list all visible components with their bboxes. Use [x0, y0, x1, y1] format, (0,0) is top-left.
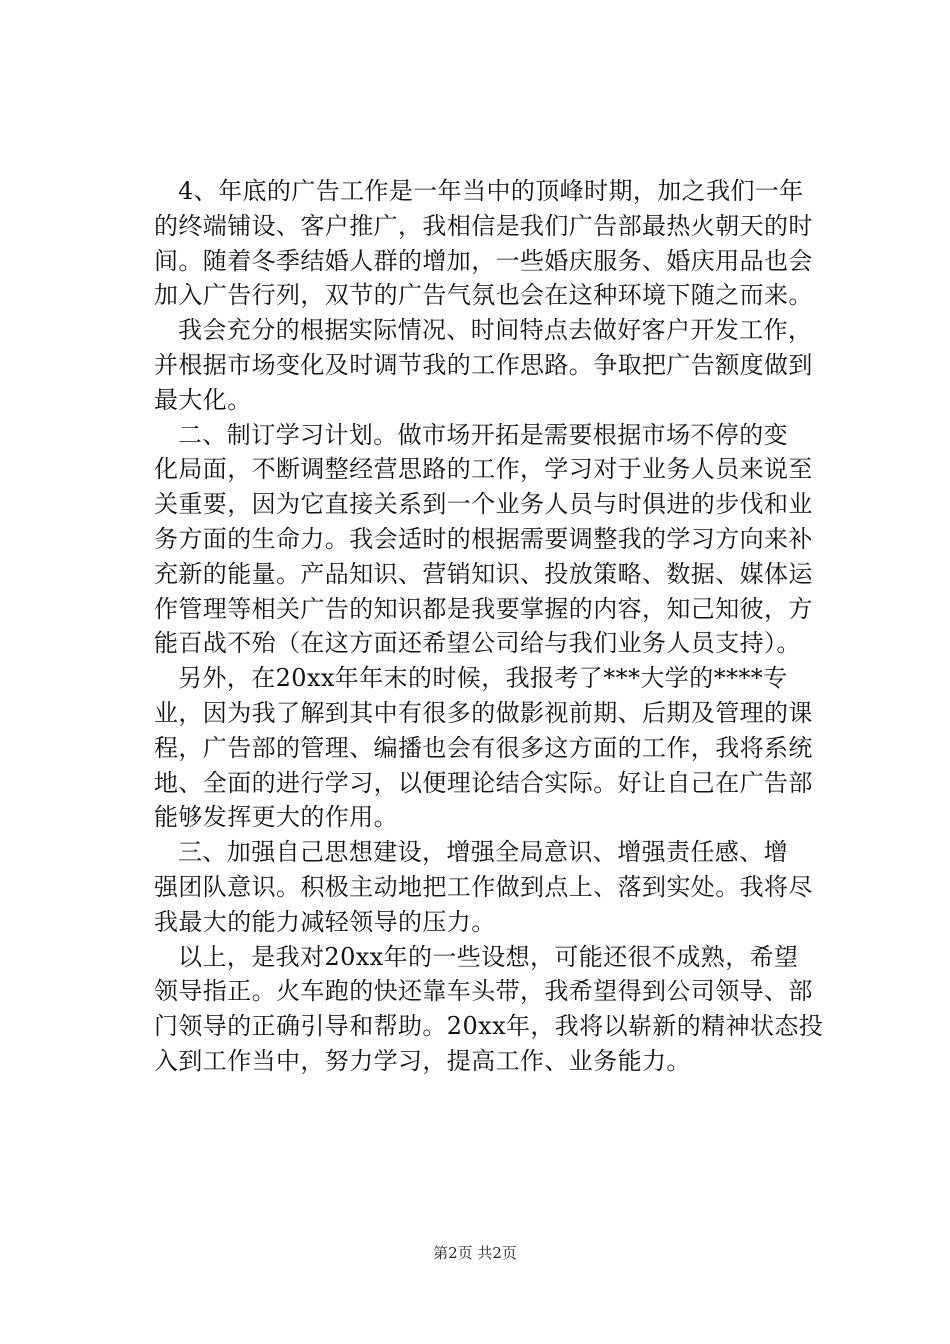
text-line: 程，广告部的管理、编播也会有很多这方面的工作，我将系统 — [154, 733, 813, 762]
text-line: 我会充分的根据实际情况、时间特点去做好客户开发工作， — [178, 316, 813, 345]
text-line: 门领导的正确引导和帮助。20xx年，我将以崭新的精神状态投 — [154, 1012, 824, 1041]
text-line: 充新的能量。产品知识、营销知识、投放策略、数据、媒体运 — [154, 559, 813, 588]
text-line: 我最大的能力减轻领导的压力。 — [154, 907, 496, 936]
text-line: 地、全面的进行学习，以便理论结合实际。好让自己在广告部 — [154, 768, 813, 797]
text-line: 4、年底的广告工作是一年当中的顶峰时期，加之我们一年 — [178, 177, 804, 205]
page-number-footer: 第2页 共2页 — [433, 1244, 517, 1262]
text-line: 业，因为我了解到其中有很多的做影视前期、后期及管理的课 — [154, 698, 813, 727]
text-line: 作管理等相关广告的知识都是我要掌握的内容，知己知彼，方 — [154, 594, 813, 623]
text-line: 以上，是我对20xx年的一些设想，可能还很不成熟，希望 — [178, 942, 799, 971]
text-line: 强团队意识。积极主动地把工作做到点上、落到实处。我将尽 — [154, 872, 813, 901]
text-line: 能百战不殆（在这方面还希望公司给与我们业务人员支持）。 — [154, 629, 801, 658]
text-line: 入到工作当中，努力学习，提高工作、业务能力。 — [154, 1046, 691, 1075]
text-line: 能够发挥更大的作用。 — [154, 803, 398, 832]
text-line: 的终端铺设、客户推广，我相信是我们广告部最热火朝天的时 — [154, 211, 813, 240]
text-line: 关重要，因为它直接关系到一个业务人员与时俱进的步伐和业 — [154, 490, 813, 519]
text-line: 加入广告行列，双节的广告气氛也会在这种环境下随之而来。 — [154, 281, 813, 310]
text-line: 间。随着冬季结婚人群的增加，一些婚庆服务、婚庆用品也会 — [154, 246, 813, 275]
text-line: 二、制订学习计划。做市场开拓是需要根据市场不停的变 — [178, 420, 788, 449]
text-line: 并根据市场变化及时调节我的工作思路。争取把广告额度做到 — [154, 350, 813, 379]
document-body — [154, 174, 844, 1079]
text-line: 化局面，不断调整经营思路的工作，学习对于业务人员来说至 — [154, 455, 813, 484]
text-line: 最大化。 — [154, 385, 252, 414]
text-line: 务方面的生命力。我会适时的根据需要调整我的学习方向来补 — [154, 524, 813, 553]
text-line: 三、加强自己思想建设，增强全局意识、增强责任感、增 — [178, 838, 788, 867]
text-line: 另外，在20xx年年末的时候，我报考了***大学的****专 — [178, 664, 788, 693]
text-line: 领导指正。火车跑的快还靠车头带，我希望得到公司领导、部 — [154, 977, 813, 1006]
